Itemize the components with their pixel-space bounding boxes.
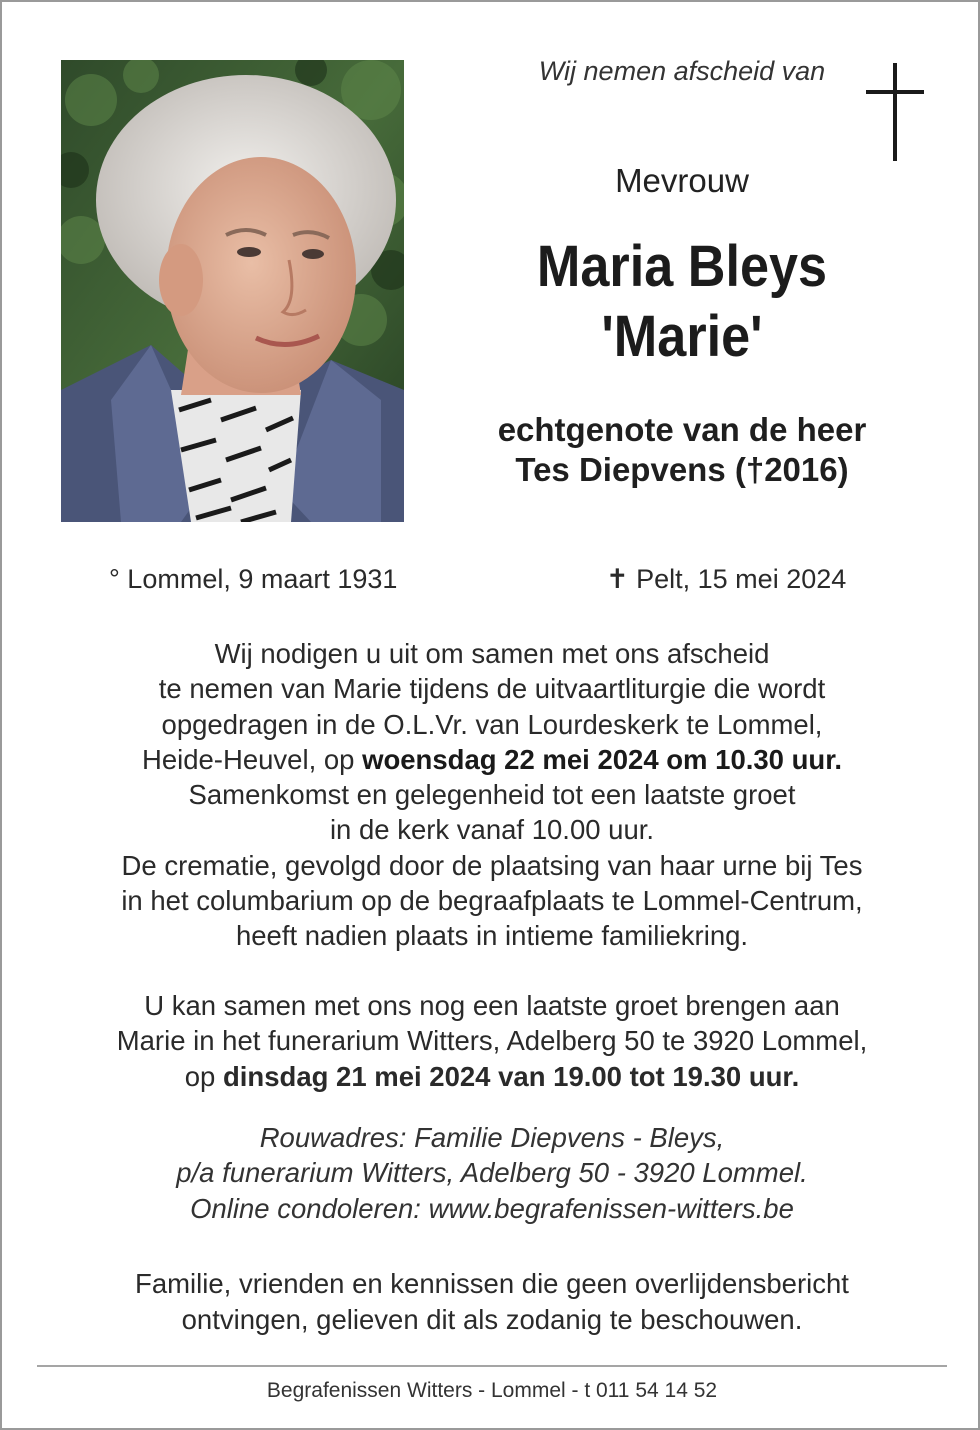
spouse-name-line: Tes Diepvens (†2016) — [515, 451, 849, 488]
text-line: in het columbarium op de begraafplaats te Lommel-Centrum, — [121, 885, 863, 917]
visitation-datetime: dinsdag 21 mei 2024 van 19.00 tot 19.30 uur. — [222, 1060, 800, 1092]
notice-text — [42, 1266, 942, 1338]
text-line: p/a funerarium Witters, Adelberg 50 - 3920 Lommel. — [176, 1157, 808, 1189]
text-line: heeft nadien plaats in intieme familiekring. — [235, 920, 749, 952]
birth-date: ° Lommel, 9 maart 1931 — [109, 564, 398, 594]
deceased-name — [448, 232, 916, 372]
text-line: Familie, vrienden en kennissen die geen overlijdensbericht — [135, 1268, 849, 1299]
nickname-line: 'Marie' — [601, 304, 763, 369]
text-line: Rouwadres: Familie Diepvens - Bleys, — [259, 1122, 725, 1153]
name-line: Maria Bleys — [536, 234, 828, 299]
text-span: Heide-Heuvel, op — [141, 743, 363, 775]
text-line — [42, 1059, 942, 1094]
ceremony-text — [42, 636, 942, 954]
text-line: Marie in het funerarium Witters, Adelberg 50 te 3920 Lommel, — [116, 1025, 868, 1057]
ceremony-datetime: woensdag 22 mei 2024 om 10.30 uur. — [362, 743, 843, 775]
text-line: U kan samen met ons nog een laatste groet brengen aan — [144, 990, 840, 1021]
mourning-address — [42, 1120, 942, 1226]
text-line — [42, 742, 942, 777]
text-span: op — [184, 1060, 223, 1092]
text-line: Samenkomst en gelegenheid tot een laatste groet — [188, 779, 796, 811]
portrait-photo — [61, 60, 404, 522]
visitation-text — [42, 988, 942, 1094]
text-line: opgedragen in de O.L.Vr. van Lourdeskerk te Lommel, — [161, 708, 823, 740]
text-line: ontvingen, gelieven dit als zodanig te beschouwen. — [181, 1304, 803, 1335]
spouse-info — [422, 410, 942, 490]
text-line: Online condoleren: www.begrafenissen-witters.be — [190, 1192, 794, 1224]
footer-divider — [37, 1365, 947, 1367]
intro-text: Wij nemen afscheid van — [538, 56, 826, 86]
text-line: Wij nodigen u uit om samen met ons afscheid — [214, 638, 770, 669]
text-line: te nemen van Marie tijdens de uitvaartliturgie die wordt — [158, 673, 826, 705]
text-line: De crematie, gevolgd door de plaatsing van haar urne bij Tes — [121, 849, 863, 881]
footer-text: Begrafenissen Witters - Lommel - t 011 54 14 52 — [266, 1379, 718, 1402]
honorific: Mevrouw — [615, 162, 749, 199]
spouse-line: echtgenote van de heer — [497, 411, 867, 448]
death-date: ✝ Pelt, 15 mei 2024 — [606, 564, 847, 594]
text-line: in de kerk vanaf 10.00 uur. — [329, 814, 655, 846]
